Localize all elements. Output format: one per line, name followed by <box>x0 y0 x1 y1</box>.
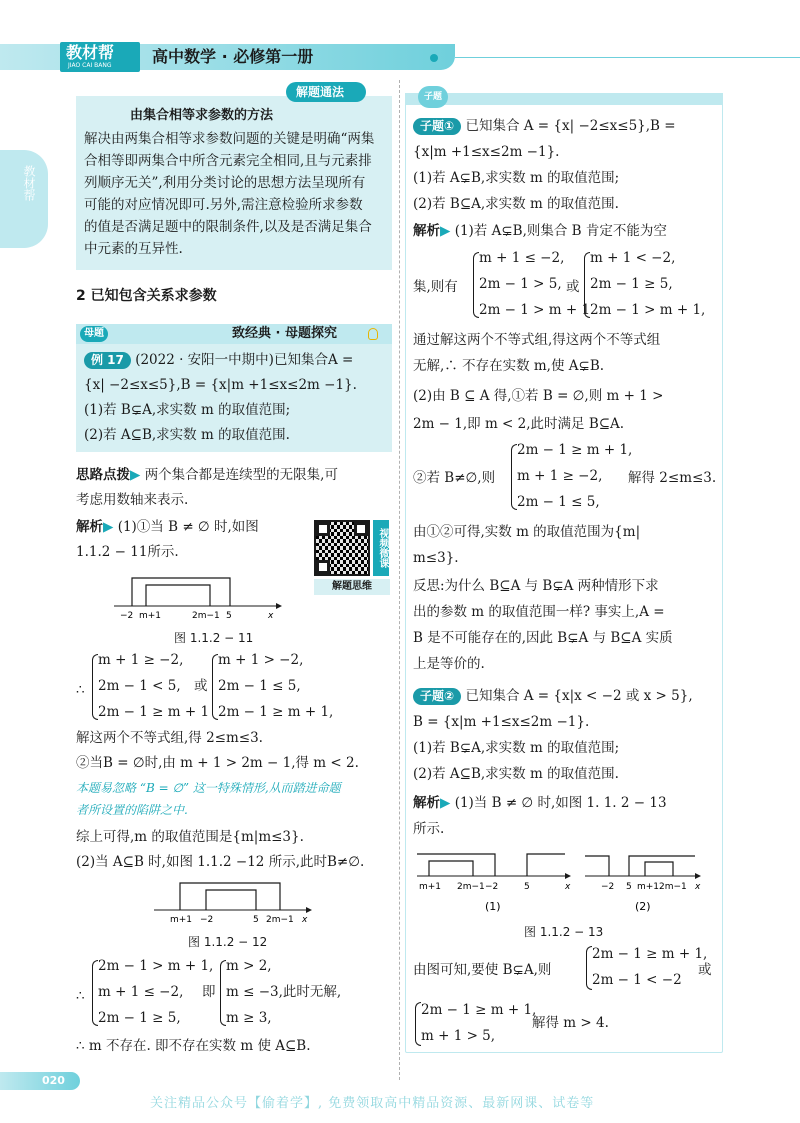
figure-caption: 图 1.1.2 − 11 <box>174 631 254 645</box>
inequality: 2m − 1 ≥ m + 1 <box>98 704 210 720</box>
section-heading <box>76 286 217 306</box>
tick-label: m+1 <box>637 882 660 892</box>
method-line: 可能的对应情况即可.另外,需注意检验所求参数 <box>84 197 363 213</box>
solution-line-2: 1.1.2 − 11所示. <box>76 544 179 560</box>
therefore-symbol: ∴ <box>76 682 85 698</box>
tick-label: −2 <box>120 611 134 620</box>
inequality: 2m − 1 < 5, <box>98 678 181 694</box>
watermark-text: 关注精品公众号【偷着学】, 免费领取高中精品资源、最新网课、试卷等 <box>150 1096 595 1111</box>
inequality: 2m − 1 ≥ 5, <box>590 276 673 292</box>
method-line: 中元素的互异性. <box>84 241 183 257</box>
number-line-figure-13a <box>415 848 580 918</box>
example-line-2: {x| −2≤x≤5},B = {x|m +1≤x≤2m −1}. <box>84 377 357 393</box>
solution-text: (1)①当 B ≠ ∅ 时,如图 <box>117 519 259 535</box>
rsol-line: 通过解这两个不等式组,得这两个不等式组 <box>413 332 661 348</box>
sub1-text: 已知集合 A = {x| −2≤x≤5},B = <box>465 118 676 134</box>
rsol2-line-4: 解得 m > 4. <box>532 1015 609 1031</box>
solution-line-1 <box>76 517 259 537</box>
inequality: 2m − 1 ≥ 5, <box>98 1010 181 1026</box>
side-tab-text: 教材帮 <box>22 165 36 201</box>
note-line-2: 者所设置的陷阱之中. <box>76 803 188 817</box>
arrow-icon: ▶ <box>440 223 451 239</box>
hint-line-2: 考虑用数轴来表示. <box>76 492 189 508</box>
sub2-tag: 子题② <box>413 688 461 705</box>
tick-label: 5 <box>226 611 232 620</box>
method-badge <box>286 82 366 102</box>
solution-text: (1)若 A⊊B,则集合 B 肯定不能为空 <box>454 223 667 239</box>
sub2-text: 已知集合 A = {x|x < −2 或 x > 5}, <box>465 688 693 704</box>
inequality: m + 1 > 5, <box>421 1028 496 1044</box>
tick-label: −2 <box>485 882 499 892</box>
sub1-line-2: {x|m +1≤x≤2m −1}. <box>413 144 560 160</box>
method-title: 由集合相等求参数的方法 <box>130 108 274 123</box>
rsol2-line-1 <box>413 793 667 813</box>
example-line-3: (1)若 B⊊A,求实数 m 的取值范围; <box>84 402 291 418</box>
sub2-line-2: B = {x|m +1≤x≤2m −1}. <box>413 714 590 730</box>
inequality: 2m − 1 ≤ 5, <box>218 678 301 694</box>
inequality: 2m − 1 ≤ 5, <box>517 494 600 510</box>
subfigure-label: (1) <box>485 900 501 913</box>
hint-text: 两个集合都是连续型的无限集,可 <box>144 467 338 483</box>
case2-line: ②当B = ∅时,由 m + 1 > 2m − 1,得 m < 2. <box>76 755 359 771</box>
corner-badge: 子题 <box>418 86 448 108</box>
axis-label: x <box>268 611 274 620</box>
reflect-line: 反思:为什么 B⊆A 与 B⊊A 两种情形下求 <box>413 578 659 594</box>
inequality: m + 1 ≥ −2, <box>98 652 184 668</box>
rsol-line: m≤3}. <box>413 550 459 566</box>
hint-line-1 <box>76 465 338 485</box>
lightbulb-icon <box>368 328 378 340</box>
reflect-line: 出的参数 m 的取值范围一样? 事实上,A = <box>413 604 665 620</box>
sub2-line-3: (1)若 B⊊A,求实数 m 的取值范围; <box>413 740 620 756</box>
brand-pinyin: JIAO CAI BANG <box>68 62 112 69</box>
method-line: 解决由两集合相等求参数问题的关键是明确“两集 <box>84 131 375 147</box>
reflect-line: 上是等价的. <box>413 656 485 672</box>
rsol-line: (2)由 B ⊆ A 得,①若 B = ∅,则 m + 1 > <box>413 388 664 404</box>
tick-label: −2 <box>601 882 615 892</box>
set-condition: 集,则有 <box>413 279 458 295</box>
inequality: m ≤ −3,此时无解, <box>226 984 342 1000</box>
sub1-line-4: (2)若 B⊆A,求实数 m 的取值范围. <box>413 196 619 212</box>
qr-side-label: 视频微课 <box>373 520 389 576</box>
number-line-figure-13b <box>583 848 713 918</box>
method-line: 合相等即两集合中所含元素完全相同,且与元素排 <box>84 153 372 169</box>
example-text: (2022 · 安阳一中期中)已知集合A = <box>135 352 354 368</box>
inequality: m + 1 > −2, <box>218 652 304 668</box>
example-line-1 <box>84 350 353 370</box>
method-line: 的值是否满足题中的限制条件,以及是否满足集合 <box>84 219 372 235</box>
inequality: 2m − 1 ≥ m + 1, <box>517 442 633 458</box>
note-line-1: 本题易忽略 “B = ∅” 这一特殊情形,从而踏进命题 <box>76 781 341 795</box>
sub1-line-3: (1)若 A⊊B,求实数 m 的取值范围; <box>413 170 620 186</box>
subfigure-label: (2) <box>635 900 651 913</box>
tick-label: m+1 <box>419 882 442 892</box>
inequality: 2m − 1 < −2 <box>592 972 682 988</box>
or-word: 或 <box>698 962 712 978</box>
reflect-line: B 是不可能存在的,因此 B⊊A 与 B⊆A 实质 <box>413 630 673 646</box>
page-number: 020 <box>42 1074 65 1087</box>
inequality: 2m − 1 > m + 1, <box>98 958 214 974</box>
tick-label: 2m−1 <box>659 882 687 892</box>
qr-corner <box>354 522 368 536</box>
tick-label: m+1 <box>139 611 162 620</box>
section-number: 2 <box>76 288 86 304</box>
method-line: 列顺序无关”,利用分类讨论的思想方法呈现所有 <box>84 175 366 191</box>
rsol2-line-3: 由图可知,要使 B⊊A,则 <box>413 962 552 978</box>
axis-label: x <box>565 882 571 892</box>
header-dot <box>430 54 438 62</box>
rsol-line: 解得 2≤m≤3. <box>628 470 717 486</box>
inequality: m + 1 < −2, <box>590 250 676 266</box>
sub1-line-1 <box>413 116 676 136</box>
arrow-icon: ▶ <box>130 467 141 483</box>
section-title: 已知包含关系求参数 <box>90 288 217 304</box>
inequality: m + 1 ≤ −2, <box>98 984 184 1000</box>
inequality: 2m − 1 ≥ m + 1, <box>218 704 334 720</box>
therefore-symbol: ∴ <box>76 988 85 1004</box>
ji-word: 即 <box>202 984 216 1000</box>
number-line-figure-11 <box>110 572 290 620</box>
figure-caption: 图 1.1.2 − 12 <box>188 935 268 949</box>
page-title: 高中数学 · 必修第一册 <box>152 47 314 66</box>
qr-corner <box>316 522 330 536</box>
inequality: 2m − 1 ≥ m + 1, <box>421 1002 537 1018</box>
inequality: m + 1 ≤ −2, <box>479 250 565 266</box>
sub2-line-4: (2)若 A⊆B,求实数 m 的取值范围. <box>413 766 619 782</box>
arrow-icon: ▶ <box>440 795 451 811</box>
example-line-4: (2)若 A⊆B,求实数 m 的取值范围. <box>84 427 290 443</box>
axis-label: x <box>302 915 308 924</box>
tick-label: 2m−1 <box>266 915 294 924</box>
header-line <box>455 57 800 58</box>
figure-caption: 图 1.1.2 − 13 <box>524 925 604 939</box>
inequality: m ≥ 3, <box>226 1010 272 1026</box>
tick-label: 2m−1 <box>192 611 220 620</box>
arrow-icon: ▶ <box>103 519 114 535</box>
solve-line: 解这两个不等式组,得 2≤m≤3. <box>76 730 263 746</box>
inequality: m + 1 ≥ −2, <box>517 468 603 484</box>
or-word: 或 <box>194 678 208 694</box>
tick-label: 5 <box>626 882 632 892</box>
inequality: 2m − 1 ≥ m + 1, <box>592 946 708 962</box>
rsol-line: 由①②可得,实数 m 的取值范围为{m| <box>413 524 641 540</box>
brand-logo: 教材帮 <box>66 43 115 62</box>
number-line-figure-12 <box>150 878 320 924</box>
solution-label: 解析 <box>413 795 440 811</box>
summary-line: 综上可得,m 的取值范围是{m|m≤3}. <box>76 829 304 845</box>
qr-corner <box>316 560 330 574</box>
subproblem-top-bar <box>405 93 723 105</box>
final-line: ∴ m 不存在. 即不存在实数 m 使 A⊆B. <box>76 1038 311 1054</box>
example-tag: 例 17 <box>84 352 131 369</box>
sub2-line-1 <box>413 686 693 706</box>
rsol-line: ②若 B≠∅,则 <box>413 470 496 486</box>
axis-label: x <box>695 882 701 892</box>
method-badge-label: 解题通法 <box>296 85 345 99</box>
sub1-tag: 子题① <box>413 118 461 135</box>
solution-label: 解析 <box>76 519 103 535</box>
tick-label: m+1 <box>170 915 193 924</box>
or-word: 或 <box>566 279 580 295</box>
rsol-line: 2m − 1,即 m < 2,此时满足 B⊆A. <box>413 416 625 432</box>
column-divider <box>399 80 400 1080</box>
hint-label: 思路点拨 <box>76 467 130 483</box>
tick-label: 2m−1 <box>457 882 485 892</box>
inequality: 2m − 1 > m + 1, <box>590 302 706 318</box>
solution-text: (1)当 B ≠ ∅ 时,如图 1. 1. 2 − 13 <box>454 795 667 811</box>
qr-caption: 解题思维 <box>314 579 390 595</box>
example-header: 致经典 · 母题探究 <box>232 326 337 341</box>
inequality: 2m − 1 > 5, <box>479 276 562 292</box>
solution-label: 解析 <box>413 223 440 239</box>
tick-label: 5 <box>524 882 530 892</box>
example-badge: 母题 <box>80 326 108 342</box>
part2-line: (2)当 A⊆B 时,如图 1.1.2 −12 所示,此时B≠∅. <box>76 854 365 870</box>
tick-label: −2 <box>200 915 214 924</box>
tick-label: 5 <box>253 915 259 924</box>
rsol-line: 无解,∴ 不存在实数 m,使 A⊊B. <box>413 358 605 374</box>
footer-bar <box>0 1072 80 1090</box>
inequality: m > 2, <box>226 958 272 974</box>
rsol-line-1 <box>413 221 667 241</box>
inequality: 2m − 1 > m + 1 <box>479 302 591 318</box>
rsol2-line-2: 所示. <box>413 821 445 837</box>
